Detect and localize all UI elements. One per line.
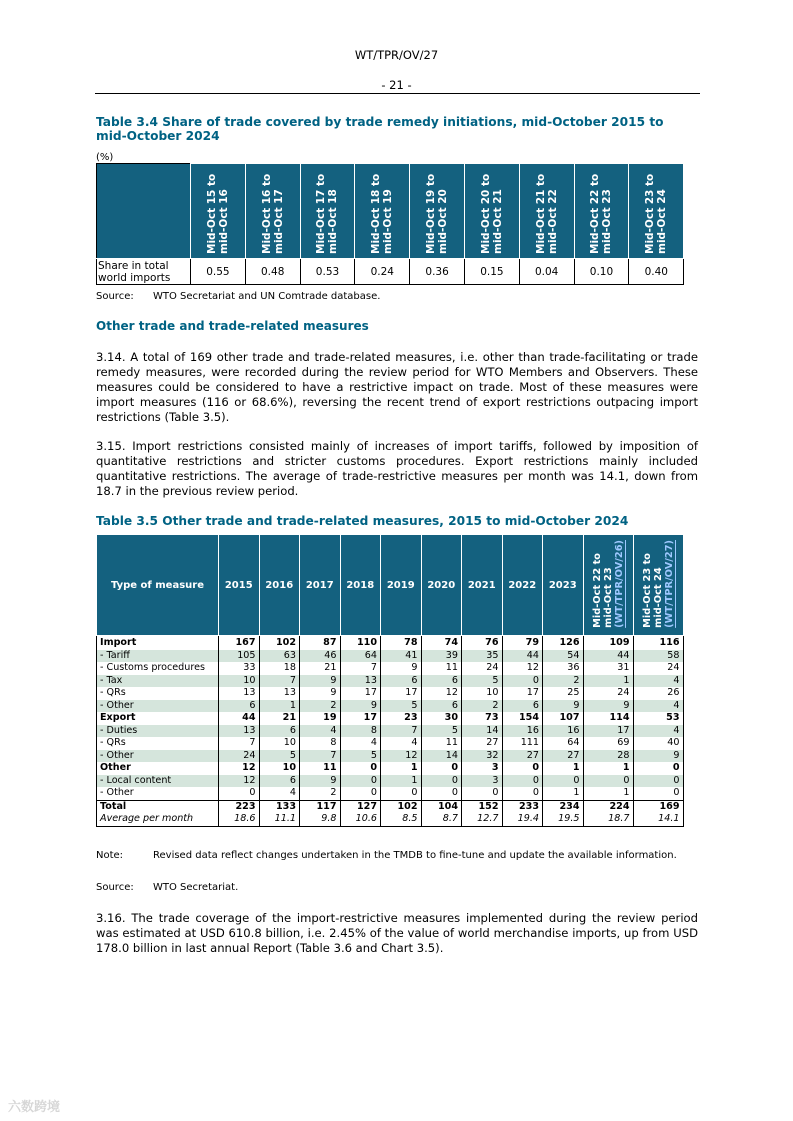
value-cell: 0 [340,762,381,775]
row-label: Export [97,712,219,725]
value-cell: 10 [259,737,300,750]
value-cell: 78 [381,636,422,650]
value-cell: 1 [543,787,584,800]
value-cell: 17 [381,687,422,700]
note-label: Note: [96,850,124,861]
table-3-4-column-header [629,164,684,259]
value-cell: 69 [583,737,633,750]
period-header-label [592,540,625,628]
value-cell: 4 [381,737,422,750]
note-text: Revised data reflect changes undertaken in the TMDB to fine-tune and update the available information. [153,850,677,861]
value-cell: 39 [421,650,462,663]
value-cell: 12 [502,662,543,675]
table-row [97,675,684,688]
value-cell: 1 [381,775,422,788]
period-line-2: mid-Oct 23 [602,566,614,628]
value-cell: 0 [633,787,683,800]
value-cell: 46 [300,650,341,663]
value-cell: 104 [421,800,462,813]
table-3-4-header-row [97,164,684,259]
value-cell: 5 [259,750,300,763]
value-cell: 0 [543,775,584,788]
table-3-4-title: Table 3.4 Share of trade covered by trade remedy initiations, mid-October 2015 to mid-October 2024 [96,115,664,143]
year-column-header: 2023 [543,535,584,636]
value-cell: 9 [543,700,584,713]
value-cell: 33 [219,662,260,675]
value-cell: 31 [583,662,633,675]
table-3-5-title: Table 3.5 Other trade and trade-related measures, 2015 to mid-October 2024 [96,514,629,528]
value-cell: 74 [421,636,462,650]
table-row [97,813,684,826]
table-3-4-value-cell: 0.15 [464,259,519,285]
table-3-4-value-cell: 0.04 [519,259,574,285]
value-cell: 167 [219,636,260,650]
value-cell: 0 [633,762,683,775]
value-cell: 0 [381,787,422,800]
column-header-label: Mid-Oct 19 to mid-Oct 20 [425,173,450,254]
value-cell: 24 [633,662,683,675]
value-cell: 5 [421,725,462,738]
value-cell: 10.6 [340,813,381,826]
value-cell: 24 [462,662,503,675]
year-column-header: 2015 [219,535,260,636]
value-cell: 27 [502,750,543,763]
value-cell: 8.7 [421,813,462,826]
year-column-header: 2021 [462,535,503,636]
table-3-4-value-cell: 0.53 [300,259,355,285]
column-header-label: Mid-Oct 18 to mid-Oct 19 [370,173,395,254]
row-label: - QRs [97,737,219,750]
section-heading: Other trade and trade-related measures [96,319,369,333]
value-cell: 10 [219,675,260,688]
period-column-header [583,535,633,636]
value-cell: 127 [340,800,381,813]
value-cell: 14.1 [633,813,683,826]
value-cell: 24 [583,687,633,700]
table-3-4-data-row [97,259,684,285]
value-cell: 223 [219,800,260,813]
source-text: WTO Secretariat and UN Comtrade database. [153,291,381,302]
value-cell: 0 [219,787,260,800]
column-header-label: Mid-Oct 21 to mid-Oct 22 [534,173,559,254]
table-3-4-column-header [355,164,410,259]
value-cell: 234 [543,800,584,813]
table-3-4-row-label: Share in total world imports [97,259,191,285]
value-cell: 116 [633,636,683,650]
value-cell: 9 [633,750,683,763]
value-cell: 17 [340,712,381,725]
value-cell: 0 [340,775,381,788]
value-cell: 8 [300,737,341,750]
value-cell: 9 [300,775,341,788]
value-cell: 27 [543,750,584,763]
value-cell: 2 [462,700,503,713]
column-header-label: Mid-Oct 15 to mid-Oct 16 [205,173,230,254]
table-3-5-source [96,882,238,893]
page-number: - 21 - [381,78,412,92]
value-cell: 11 [300,762,341,775]
value-cell: 76 [462,636,503,650]
table-row [97,775,684,788]
value-cell: 4 [300,725,341,738]
period-line-1: Mid-Oct 22 to [591,552,603,628]
value-cell: 18.6 [219,813,260,826]
header-divider [95,93,700,94]
value-cell: 19.4 [502,813,543,826]
value-cell: 1 [259,700,300,713]
value-cell: 12.7 [462,813,503,826]
row-label: - Customs procedures [97,662,219,675]
value-cell: 4 [633,675,683,688]
watermark-logo: 六数跨境 [8,1100,61,1115]
value-cell: 1 [583,762,633,775]
value-cell: 9 [583,700,633,713]
row-label: - Other [97,750,219,763]
table-row [97,636,684,650]
table-row [97,800,684,813]
value-cell: 8.5 [381,813,422,826]
value-cell: 7 [381,725,422,738]
value-cell: 0 [502,675,543,688]
value-cell: 16 [543,725,584,738]
period-line-2: mid-Oct 24 [652,566,664,628]
value-cell: 0 [502,775,543,788]
value-cell: 107 [543,712,584,725]
row-label: - Duties [97,725,219,738]
table-3-4-value-cell: 0.24 [355,259,410,285]
value-cell: 1 [583,787,633,800]
value-cell: 1 [381,762,422,775]
value-cell: 16 [502,725,543,738]
value-cell: 12 [219,762,260,775]
value-cell: 44 [219,712,260,725]
value-cell: 9 [381,662,422,675]
table-row [97,650,684,663]
table-row [97,762,684,775]
value-cell: 36 [543,662,584,675]
value-cell: 0 [340,787,381,800]
value-cell: 12 [381,750,422,763]
period-column-header [633,535,683,636]
value-cell: 63 [259,650,300,663]
row-label: - Tax [97,675,219,688]
table-3-4-column-header [464,164,519,259]
value-cell: 73 [462,712,503,725]
value-cell: 64 [543,737,584,750]
row-label: - Other [97,700,219,713]
value-cell: 32 [462,750,503,763]
table-3-5 [96,534,684,827]
value-cell: 0 [421,787,462,800]
paragraph-3-16: 3.16. The trade coverage of the import-restrictive measures implemented during the review period was estimated at USD 610.8 billion, i.e. 2.45% of the value of world merchandise imports, up from USD 178.0 billion in last annual Report (Table 3.6 and Chart 3.5). [96,911,698,955]
value-cell: 7 [300,750,341,763]
value-cell: 53 [633,712,683,725]
value-cell: 44 [502,650,543,663]
value-cell: 6 [421,700,462,713]
value-cell: 13 [219,725,260,738]
value-cell: 6 [421,675,462,688]
value-cell: 169 [633,800,683,813]
row-label: Import [97,636,219,650]
value-cell: 9.8 [300,813,341,826]
value-cell: 2 [543,675,584,688]
value-cell: 0 [502,762,543,775]
value-cell: 21 [300,662,341,675]
value-cell: 5 [340,750,381,763]
value-cell: 1 [543,762,584,775]
value-cell: 44 [583,650,633,663]
table-row [97,712,684,725]
column-header-label: Mid-Oct 17 to mid-Oct 18 [315,173,340,254]
table-3-4-column-header [519,164,574,259]
paragraph-3-14: 3.14. A total of 169 other trade and trade-related measures, i.e. other than trade-facilitating or trade remedy measures, were recorded during the review period for WTO Members and Observers. These measures could be considered to have a restrictive impact on trade. Most of these measures were import measures (116 or 68.6%), reversing the recent trend of export restrictions outpacing import restrictions (Table 3.5). [96,350,698,424]
value-cell: 54 [543,650,584,663]
value-cell: 18 [259,662,300,675]
value-cell: 9 [300,687,341,700]
value-cell: 24 [219,750,260,763]
row-label: Other [97,762,219,775]
table-row [97,750,684,763]
value-cell: 6 [259,775,300,788]
year-column-header: 2016 [259,535,300,636]
table-3-4-value-cell: 0.10 [574,259,629,285]
row-label: Average per month [97,813,219,826]
table-3-4-corner-cell [97,164,191,259]
value-cell: 3 [462,762,503,775]
year-column-header: 2017 [300,535,341,636]
value-cell: 79 [502,636,543,650]
table-3-4-column-header [191,164,246,259]
value-cell: 0 [633,775,683,788]
period-header-label [642,540,675,628]
value-cell: 4 [633,725,683,738]
value-cell: 17 [502,687,543,700]
value-cell: 87 [300,636,341,650]
table-3-4-column-header [574,164,629,259]
value-cell: 17 [583,725,633,738]
value-cell: 111 [502,737,543,750]
value-cell: 6 [502,700,543,713]
value-cell: 19.5 [543,813,584,826]
value-cell: 11 [421,662,462,675]
table-3-4-value-cell: 0.36 [410,259,465,285]
value-cell: 41 [381,650,422,663]
column-header-label: Mid-Oct 23 to mid-Oct 24 [644,173,669,254]
value-cell: 13 [340,675,381,688]
table-3-4 [96,163,684,285]
value-cell: 28 [583,750,633,763]
source-text: WTO Secretariat. [153,882,239,893]
year-column-header: 2019 [381,535,422,636]
table-3-4-column-header [245,164,300,259]
table-row [97,662,684,675]
value-cell: 4 [259,787,300,800]
value-cell: 0 [583,775,633,788]
column-header-label: Mid-Oct 16 to mid-Oct 17 [260,173,285,254]
value-cell: 6 [381,675,422,688]
value-cell: 19 [300,712,341,725]
year-column-header: 2020 [421,535,462,636]
value-cell: 5 [381,700,422,713]
value-cell: 4 [340,737,381,750]
table-3-4-column-header [300,164,355,259]
table-row [97,725,684,738]
period-line-1: Mid-Oct 23 to [641,552,653,628]
value-cell: 5 [462,675,503,688]
value-cell: 102 [381,800,422,813]
value-cell: 12 [421,687,462,700]
document-link[interactable]: (WT/TPR/OV/26) [613,539,625,628]
type-of-measure-header: Type of measure [97,535,219,636]
value-cell: 21 [259,712,300,725]
value-cell: 6 [259,725,300,738]
table-row [97,700,684,713]
value-cell: 13 [219,687,260,700]
value-cell: 0 [421,762,462,775]
value-cell: 224 [583,800,633,813]
value-cell: 2 [300,787,341,800]
value-cell: 58 [633,650,683,663]
value-cell: 7 [219,737,260,750]
value-cell: 154 [502,712,543,725]
value-cell: 2 [300,700,341,713]
value-cell: 11 [421,737,462,750]
row-label: Total [97,800,219,813]
document-code: WT/TPR/OV/27 [354,48,439,62]
source-label: Source: [96,882,134,893]
year-column-header: 2018 [340,535,381,636]
column-header-label: Mid-Oct 22 to mid-Oct 23 [589,173,614,254]
value-cell: 109 [583,636,633,650]
value-cell: 7 [340,662,381,675]
value-cell: 110 [340,636,381,650]
value-cell: 4 [633,700,683,713]
value-cell: 9 [300,675,341,688]
value-cell: 14 [462,725,503,738]
table-3-5-header-row [97,535,684,636]
value-cell: 133 [259,800,300,813]
value-cell: 9 [340,700,381,713]
value-cell: 8 [340,725,381,738]
value-cell: 12 [219,775,260,788]
value-cell: 152 [462,800,503,813]
value-cell: 126 [543,636,584,650]
value-cell: 7 [259,675,300,688]
table-3-4-unit: (%) [96,152,114,163]
value-cell: 30 [421,712,462,725]
table-3-4-value-cell: 0.40 [629,259,684,285]
value-cell: 23 [381,712,422,725]
value-cell: 17 [340,687,381,700]
document-link[interactable]: (WT/TPR/OV/27) [663,539,675,628]
value-cell: 26 [633,687,683,700]
table-3-4-source [96,291,380,302]
value-cell: 1 [583,675,633,688]
value-cell: 14 [421,750,462,763]
row-label: - Local content [97,775,219,788]
column-header-label: Mid-Oct 20 to mid-Oct 21 [479,173,504,254]
value-cell: 102 [259,636,300,650]
table-3-5-note [96,849,696,862]
value-cell: 18.7 [583,813,633,826]
value-cell: 117 [300,800,341,813]
table-row [97,737,684,750]
row-label: - QRs [97,687,219,700]
table-3-4-column-header [410,164,465,259]
value-cell: 233 [502,800,543,813]
paragraph-3-15: 3.15. Import restrictions consisted mainly of increases of import tariffs, followed by imposition of quantitative restrictions and stricter customs procedures. Export restrictions mainly included quantitative restrictions. The average of trade-restrictive measures per month was 14.1, down from 18.7 in the previous review period. [96,439,698,498]
value-cell: 11.1 [259,813,300,826]
value-cell: 13 [259,687,300,700]
table-3-4-value-cell: 0.55 [191,259,246,285]
table-row [97,787,684,800]
value-cell: 0 [502,787,543,800]
table-row [97,687,684,700]
value-cell: 105 [219,650,260,663]
value-cell: 40 [633,737,683,750]
table-3-5-body [97,636,684,827]
value-cell: 0 [421,775,462,788]
row-label: - Other [97,787,219,800]
table-3-4-value-cell: 0.48 [245,259,300,285]
value-cell: 10 [259,762,300,775]
value-cell: 27 [462,737,503,750]
row-label: - Tariff [97,650,219,663]
value-cell: 0 [462,787,503,800]
value-cell: 25 [543,687,584,700]
value-cell: 3 [462,775,503,788]
value-cell: 10 [462,687,503,700]
value-cell: 35 [462,650,503,663]
source-label: Source: [96,291,134,302]
value-cell: 114 [583,712,633,725]
value-cell: 64 [340,650,381,663]
year-column-header: 2022 [502,535,543,636]
value-cell: 6 [219,700,260,713]
